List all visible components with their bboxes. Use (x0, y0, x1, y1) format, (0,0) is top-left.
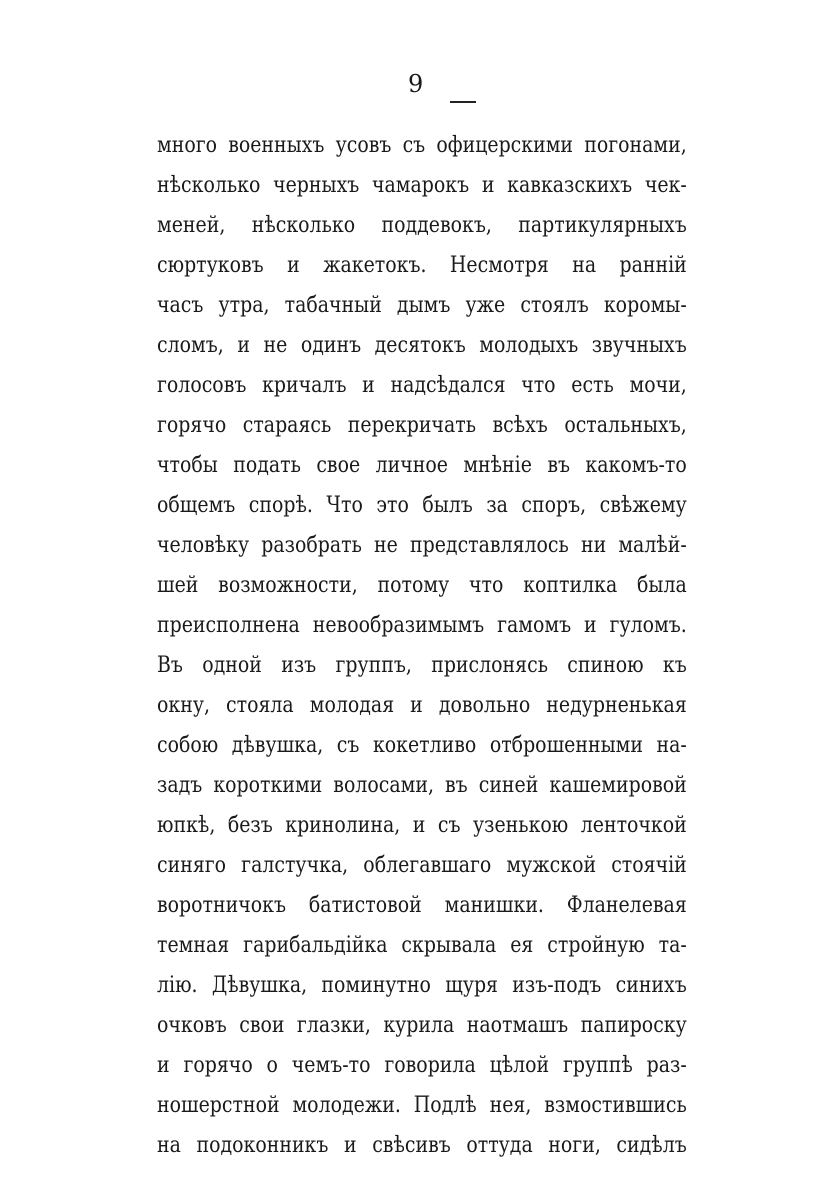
text-line: горячо стараясь перекричать всѣхъ остальныхъ, (157, 413, 687, 438)
text-line: много военныхъ усовъ съ офицерскими погонами, (157, 133, 687, 158)
text-line: человѣку разобрать не представлялось ни малѣй- (157, 533, 687, 558)
text-line: лію. Дѣвушка, поминутно щуря изъ-подъ синихъ (157, 973, 687, 998)
page-number: 9 (408, 70, 424, 98)
text-line: сломъ, и не одинъ десятокъ молодыхъ звучныхъ (157, 333, 687, 358)
text-line: Въ одной изъ группъ, прислонясь спиною къ (157, 653, 687, 678)
text-line: синяго галстучка, облегавшаго мужской стоячій (157, 853, 687, 878)
text-line: юпкѣ, безъ кринолина, и съ узенькою ленточкой (157, 813, 687, 838)
text-line: общемъ спорѣ. Что это былъ за споръ, свѣжему (157, 493, 687, 518)
text-line: шей возможности, потому что коптилка была (157, 573, 687, 598)
text-line: ношерстной молодежи. Подлѣ нея, взмостившись (157, 1093, 687, 1118)
text-line: сюртуковъ и жакетокъ. Несмотря на ранній (157, 253, 687, 278)
text-line: и горячо о чемъ-то говорила цѣлой группѣ раз- (157, 1053, 687, 1078)
text-line: темная гарибальдійка скрывала ея стройную та- (157, 933, 687, 958)
text-line: воротничокъ батистовой манишки. Фланелевая (157, 893, 687, 918)
text-line: голосовъ кричалъ и надсѣдался что есть мочи, (157, 373, 687, 398)
text-line: задъ короткими волосами, въ синей кашемировой (157, 773, 687, 798)
text-line: чтобы подать свое личное мнѣніе въ какомъ-то (157, 453, 687, 478)
text-line: часъ утра, табачный дымъ уже стоялъ коромы- (157, 293, 687, 318)
text-line: на подоконникъ и свѣсивъ оттуда ноги, сидѣлъ (157, 1133, 687, 1158)
body-text (157, 126, 687, 1166)
page-header (0, 68, 840, 108)
text-line: окну, стояла молодая и довольно недурненькая (157, 693, 687, 718)
text-line: очковъ свои глазки, курила наотмашъ папироску (157, 1013, 687, 1038)
text-line: собою дѣвушка, съ кокетливо отброшенными на- (157, 733, 687, 758)
text-line: преисполнена невообразимымъ гамомъ и гуломъ. (157, 613, 687, 638)
header-rule (450, 101, 476, 103)
text-line: нѣсколько черныхъ чамарокъ и кавказскихъ чек- (157, 173, 687, 198)
text-line: меней, нѣсколько поддевокъ, партикулярныхъ (157, 213, 687, 238)
